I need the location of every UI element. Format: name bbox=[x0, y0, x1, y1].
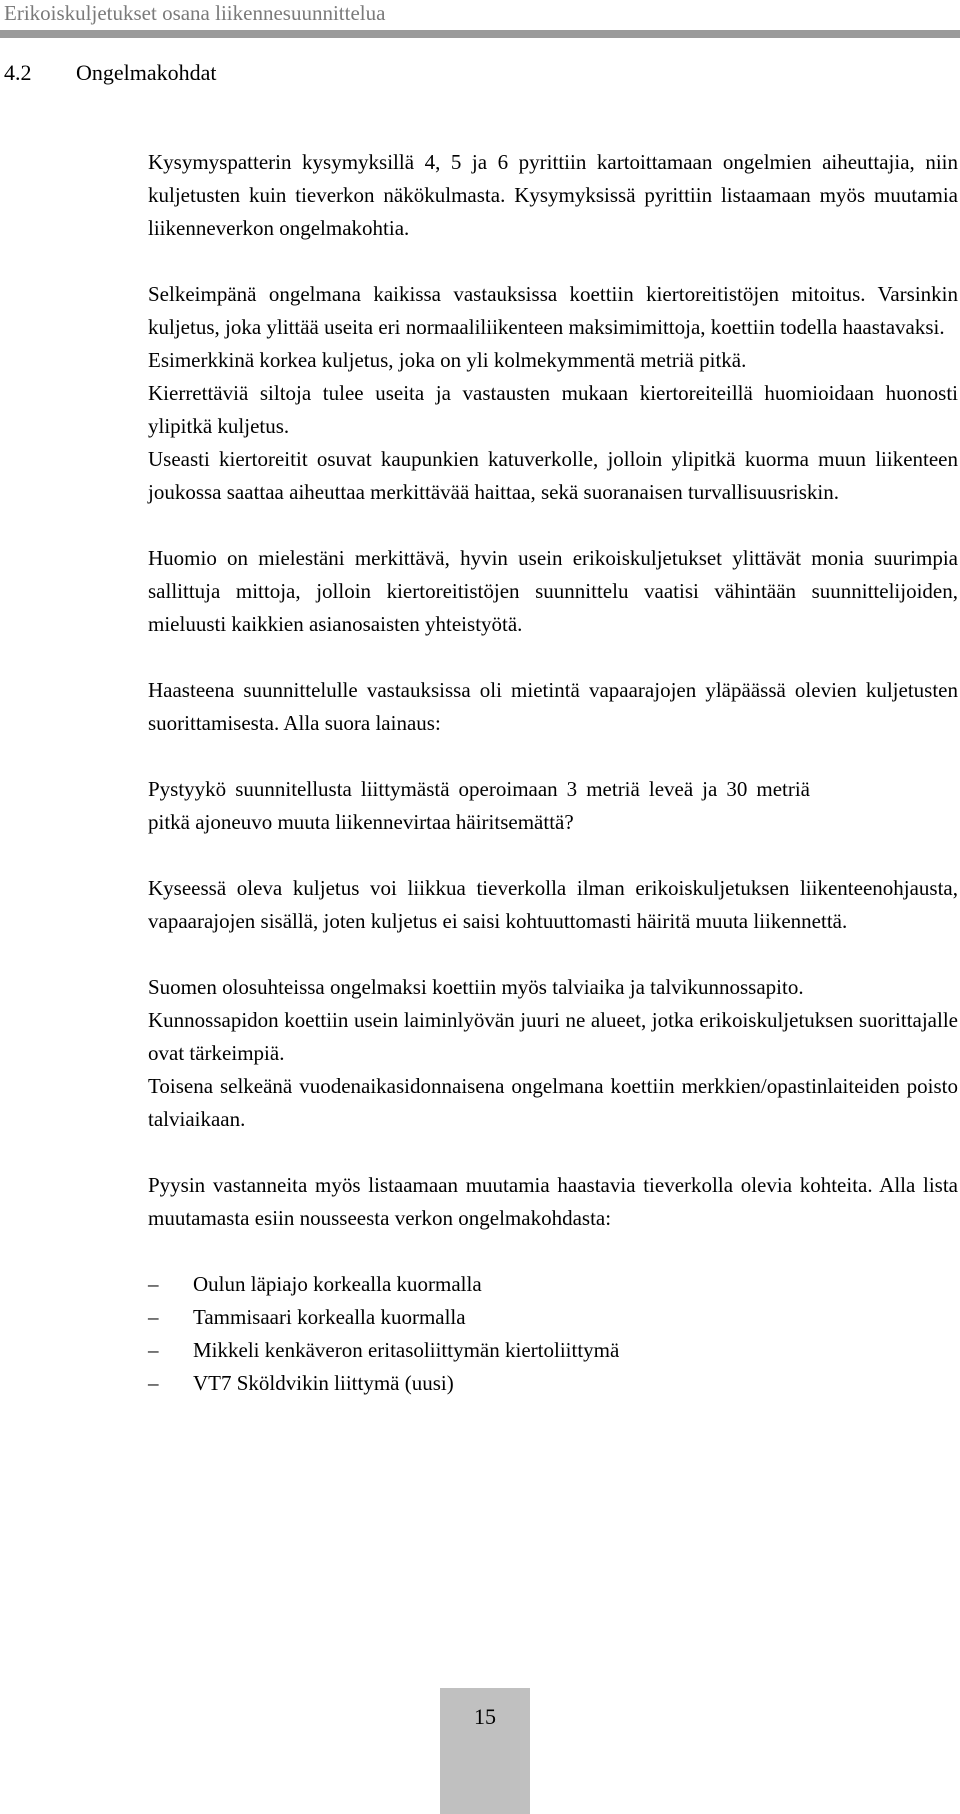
list-item-text: VT7 Sköldvikin liittymä (uusi) bbox=[193, 1371, 454, 1395]
list-item bbox=[148, 1301, 958, 1334]
header-rule bbox=[0, 30, 960, 38]
list-item bbox=[148, 1334, 958, 1367]
running-header bbox=[0, 0, 960, 30]
section-heading bbox=[4, 60, 217, 86]
paragraph: Toisena selkeänä vuodenaikasidonnaisena ongelmana koettiin merkkien/opastinlaiteiden poisto talviaikaan. bbox=[148, 1074, 958, 1131]
body-text bbox=[148, 146, 958, 1400]
paragraph: Pyysin vastanneita myös listaamaan muutamia haastavia tieverkolla olevia kohteita. Alla lista muutamasta esiin nousseesta verkon ongelmakohdasta: bbox=[148, 1173, 958, 1230]
document-title: Erikoiskuljetukset osana liikennesuunnittelua bbox=[4, 1, 386, 25]
paragraph: Kyseessä oleva kuljetus voi liikkua tieverkolla ilman erikoiskuljetuksen liikenteenohjausta, vapaarajojen sisällä, joten kuljetus ei saisi kohtuuttomasti häiritä muuta liikennettä. bbox=[148, 876, 958, 933]
paragraph: Kysymyspatterin kysymyksillä 4, 5 ja 6 pyrittiin kartoittamaan ongelmien aiheuttajia, niin kuljetusten kuin tieverkon näkökulmasta. Kysymyksissä pyrittiin listaamaan myös muutamia liikenneverkon ongelmakohtia. bbox=[148, 150, 958, 240]
list-item bbox=[148, 1367, 958, 1400]
list-item-text: Tammisaari korkealla kuormalla bbox=[193, 1305, 466, 1329]
dash-bullet: – bbox=[148, 1338, 159, 1362]
paragraph: Kunnossapidon koettiin usein laiminlyövän juuri ne alueet, jotka erikoiskuljetuksen suorittajalle ovat tärkeimpiä. bbox=[148, 1008, 958, 1065]
paragraph: Useasti kiertoreitit osuvat kaupunkien katuverkolle, jolloin ylipitkä kuorma muun liikenteen joukossa saattaa aiheuttaa merkittävää haittaa, sekä suoranaisen turvallisuusriskin. bbox=[148, 447, 958, 504]
paragraph: Suomen olosuhteissa ongelmaksi koettiin myös talviaika ja talvikunnossapito. bbox=[148, 975, 804, 999]
problem-location-list bbox=[148, 1268, 958, 1400]
page-number: 15 bbox=[474, 1704, 496, 1729]
paragraph: Haasteena suunnittelulle vastauksissa oli mietintä vapaarajojen yläpäässä olevien kuljetusten suorittamisesta. Alla suora lainaus: bbox=[148, 678, 958, 735]
paragraph: Esimerkkinä korkea kuljetus, joka on yli kolmekymmentä metriä pitkä. bbox=[148, 348, 747, 372]
paragraph: Huomio on mielestäni merkittävä, hyvin usein erikoiskuljetukset ylittävät monia suurimpia sallittuja mittoja, jolloin kiertoreitistöjen suunnittelu vaatisi vähintään suunnittelijoiden, mieluusti kaikkien asianosaisten yhteistyötä. bbox=[148, 546, 958, 636]
section-title: Ongelmakohdat bbox=[76, 60, 217, 85]
page-number-box bbox=[440, 1688, 530, 1814]
list-item-text: Mikkeli kenkäveron eritasoliittymän kiertoliittymä bbox=[193, 1338, 620, 1362]
dash-bullet: – bbox=[148, 1371, 159, 1395]
dash-bullet: – bbox=[148, 1305, 159, 1329]
section-number: 4.2 bbox=[4, 60, 32, 85]
paragraph: Kierrettäviä siltoja tulee useita ja vastausten mukaan kiertoreiteillä huomioidaan huonosti ylipitkä kuljetus. bbox=[148, 381, 958, 438]
dash-bullet: – bbox=[148, 1272, 159, 1296]
list-item bbox=[148, 1268, 958, 1301]
block-quote: Pystyykö suunnitellusta liittymästä operoimaan 3 metriä leveä ja 30 metriä pitkä ajoneuvo muuta liikennevirtaa häiritsemättä? bbox=[148, 777, 810, 834]
list-item-text: Oulun läpiajo korkealla kuormalla bbox=[193, 1272, 482, 1296]
paragraph: Selkeimpänä ongelmana kaikissa vastauksissa koettiin kiertoreitistöjen mitoitus. Varsinkin kuljetus, joka ylittää useita eri normaaliliikenteen maksimimittoja, koettiin todella haastavaksi. bbox=[148, 282, 958, 339]
